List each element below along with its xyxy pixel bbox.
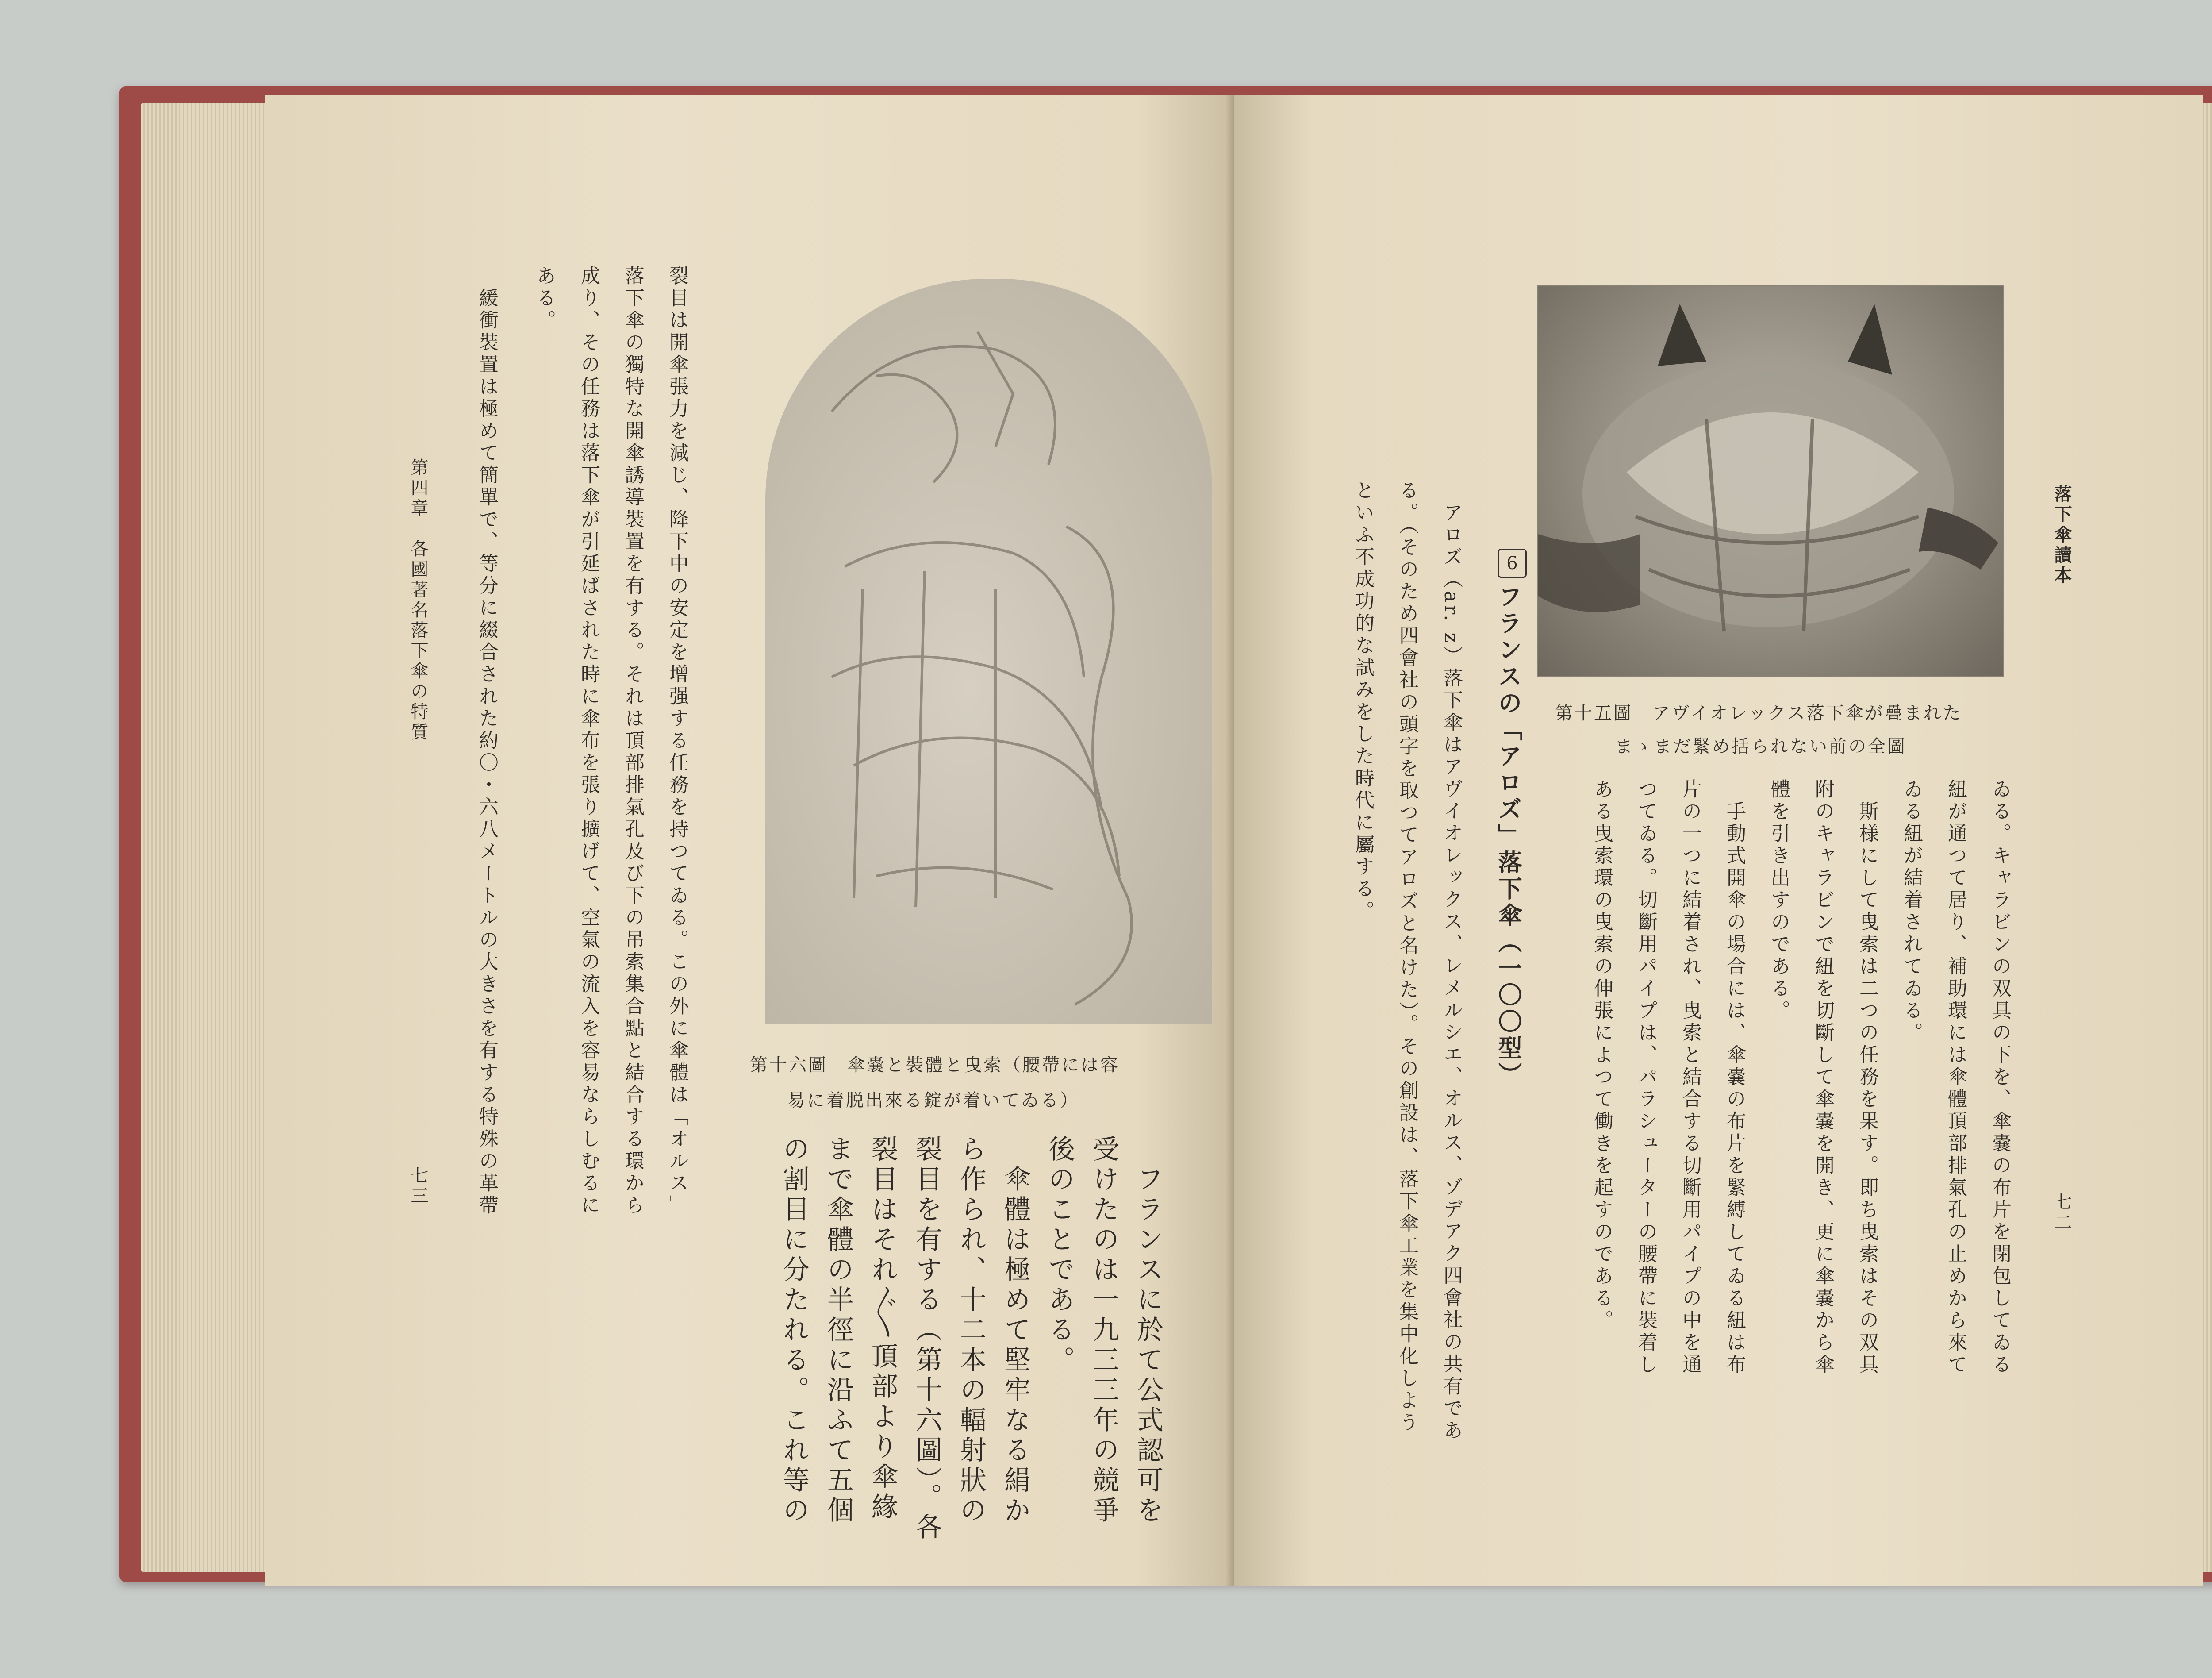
page-number: 七三 (408, 1166, 428, 1207)
text-column: 附のキャラビンで紐を切斷して傘嚢を開き、更に傘嚢から傘 (1812, 779, 1834, 1376)
figure-16-image (765, 279, 1212, 1024)
text-column: といふ不成功的な試みをした時代に屬する。 (1352, 480, 1374, 923)
text-column: る。（そのため四會社の頭字を取つてアロズと名けた）。その創設は、落下傘工業を集中化しよう (1396, 480, 1418, 1434)
text-column: 落下傘の獨特な開傘誘導裝置を有する。それは頂部排氣孔及び下の吊索集合點と結合する環から (622, 266, 644, 1217)
left-page (265, 95, 1234, 1586)
text-column: アロズ（ar. z）落下傘はアヴイオレックス、レメルシエ、オルス、ゾデアク四會社の共有であ (1440, 480, 1463, 1442)
parachute-pack-sketch (765, 279, 1212, 1024)
section-title: フランスの「アロズ」落下傘（一〇〇型） (1494, 584, 1523, 1089)
figure-15-caption-2: まゝまだ緊め括られない前の全圖 (1615, 736, 1907, 757)
text-column: 成り、その任務は落下傘が引延ばされた時に傘布を張り擴げて、空氣の流入を容易ならしむるに (577, 266, 600, 1217)
page-edges-left (141, 103, 273, 1572)
text-column: ある。 (533, 266, 556, 332)
right-page (1234, 95, 2203, 1586)
text-column: ゐる。キャラビンの双具の下を、傘嚢の布片を閉包してゐる (1989, 779, 2011, 1376)
text-column: 片の一つに結着され、曳索と結合する切斷用パイプの中を通 (1679, 779, 1701, 1376)
text-column: 斯様にして曳索は二つの任務を果す。即ち曳索はその双具 (1856, 779, 1878, 1376)
text-column: 裂目は開傘張力を減じ、降下中の安定を增强する任務を持つてゐる。この外に傘體は「オルス」 (666, 266, 688, 1217)
page-number: 七二 (2051, 1193, 2072, 1233)
text-column: まで傘體の半徑に沿ふて五個 (823, 1135, 854, 1526)
text-column: ある曳索環の曳索の伸張によつて働きを起すのである。 (1590, 779, 1613, 1332)
text-column: 後のことである。 (1044, 1135, 1075, 1376)
text-column: 緩衝裝置は極めて簡單で、等分に綴合された約〇・六八メートルの大きさを有する特殊の革帶 (476, 266, 498, 1217)
figure-15-image (1537, 285, 2004, 677)
folded-parachute-photo (1538, 286, 2003, 676)
text-column: ゐる紐が結着されてゐる。 (1900, 779, 1923, 1044)
figure-16-caption-2: 易に着脱出來る錠が着いてゐる） (787, 1090, 1079, 1111)
figure-15-caption-1: 第十五圖 アヴイオレックス落下傘が疊まれた (1555, 703, 1962, 724)
page-footer: 第四章 各國著名落下傘の特質 (408, 458, 428, 743)
text-column: 體を引き出すのである。 (1767, 779, 1790, 1022)
text-column: 受けたのは一九三三年の競爭 (1088, 1135, 1119, 1526)
page-header: 落下傘讀本 (2051, 485, 2072, 586)
section-number: 6 (1498, 549, 1527, 578)
text-column: 傘體は極めて堅牢なる絹か (1000, 1135, 1031, 1526)
text-column: 手動式開傘の場合には、傘嚢の布片を緊縛してゐる紐は布 (1723, 779, 1746, 1376)
figure-16-caption-1: 第十六圖 傘嚢と裝體と曳索（腰帶には容 (750, 1055, 1120, 1075)
text-column: の割目に分たれる。これ等の (779, 1135, 810, 1526)
text-column: 紐が通つて居り、補助環には傘體頂部排氣孔の止めから來て (1944, 779, 1967, 1376)
text-column: つてゐる。切斷用パイプは、パラシューターの腰帶に裝着し (1635, 779, 1657, 1376)
text-column: 裂目はそれ〴〵頂部より傘緣 (867, 1135, 898, 1523)
text-column: フランスに於て公式認可を (1133, 1135, 1164, 1526)
text-column: ら作られ、十二本の輻射狀の (956, 1135, 987, 1526)
text-column: 裂目を有する（第十六圖）。各 (911, 1135, 942, 1543)
